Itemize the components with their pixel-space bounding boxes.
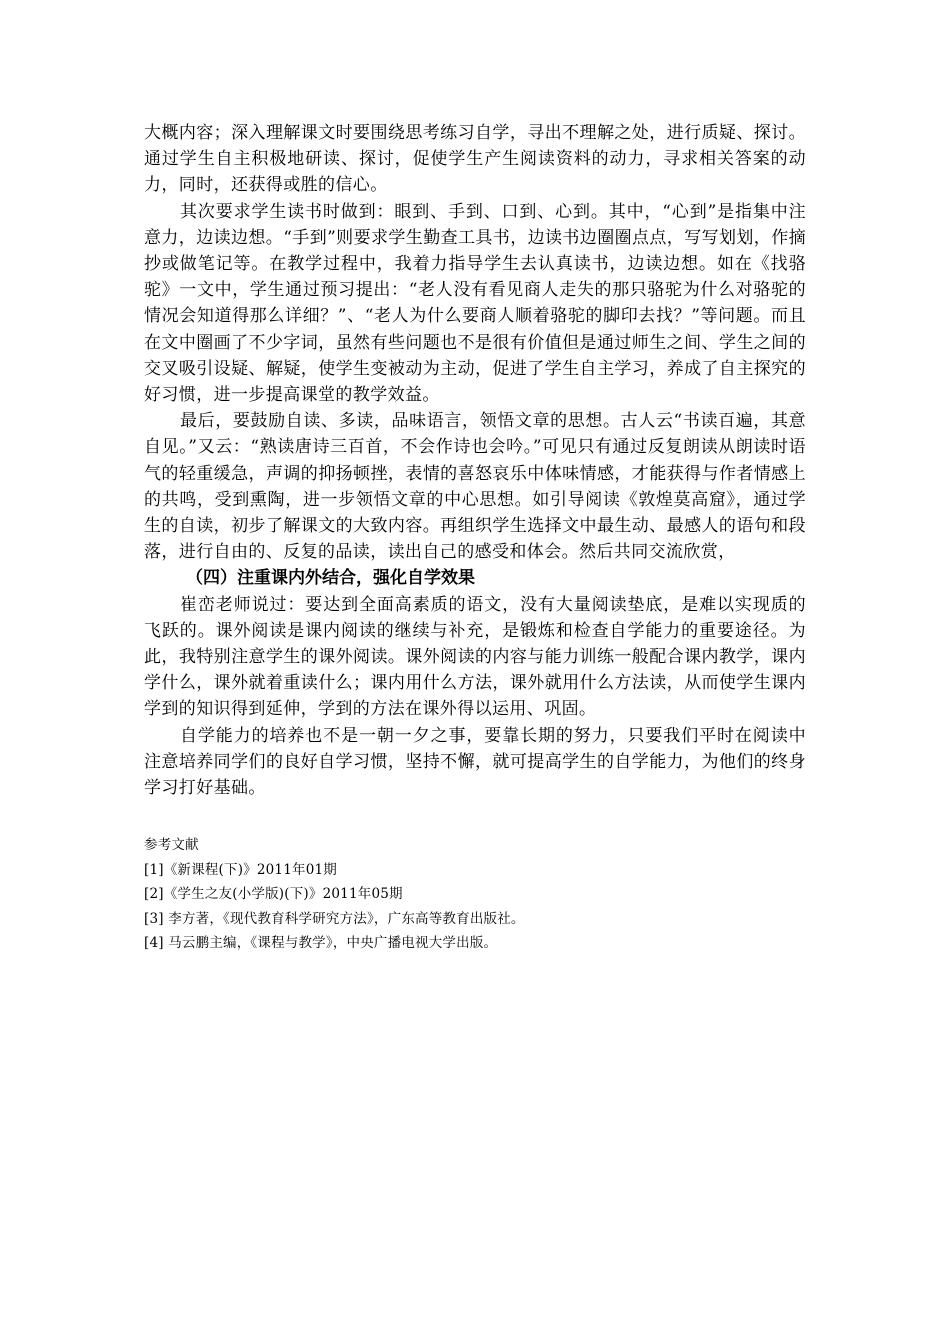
- document-page: [144, 120, 806, 956]
- section-heading: （四）注重课内外结合，强化自学效果: [186, 568, 475, 589]
- reference-item: [2]《学生之友(小学版)(下)》2011年05期: [144, 886, 403, 903]
- references-title: 参考文献: [144, 837, 199, 854]
- reference-item: [1]《新课程(下)》2011年01期: [144, 861, 337, 878]
- paragraph-conclusion: 自学能力的培养也不是一朝一夕之事，要靠长期的努力，只要我们平时在阅读中注意培养同学们的良好自学习惯，坚持不懈，就可提高学生的自学能力，为他们的终身学习打好基础。: [144, 725, 806, 799]
- paragraph-encourage-reading: 最后，要鼓励自读、多读，品味语言，领悟文章的思想。古人云“书读百遍，其意自见。”又云：“熟读唐诗三百首，不会作诗也会吟。”可见只有通过反复朗读从朗读时语气的轻重缓急，声调的抑扬顿挫，表情的喜怒哀乐中体味情感，才能获得与作者情感上的共鸣，受到熏陶，进一步领悟文章的中心思想。如引导阅读《敦煌莫高窟》，通过学生的自读，初步了解课文的大致内容。再组织学生选择文中最生动、最感人的语句和段落，进行自由的、反复的品读，读出自己的感受和体会。然后共同交流欣赏，: [144, 411, 806, 563]
- reference-item: [4] 马云鹏主编，《课程与教学》，中央广播电视大学出版。: [144, 935, 498, 952]
- paragraph-extracurricular-reading: 崔峦老师说过：要达到全面高素质的语文，没有大量阅读垫底，是难以实现质的飞跃的。课外阅读是课内阅读的继续与补充，是锻炼和检查自学能力的重要途径。为此，我特别注意学生的课外阅读。课外阅读的内容与能力训练一般配合课内教学，课内学什么，课外就着重读什么；课内用什么方法，课外就用什么方法读，从而使学生课内学到的知识得到延伸，学到的方法在课外得以运用、巩固。: [144, 594, 806, 720]
- paragraph-continuation: 大概内容；深入理解课文时要围绕思考练习自学，寻出不理解之处，进行质疑、探讨。通过学生自主积极地研读、探讨，促使学生产生阅读资料的动力，寻求相关答案的动力，同时，还获得或胜的信心。: [144, 123, 806, 196]
- reference-item: [3] 李方著，《现代教育科学研究方法》，广东高等教育出版社。: [144, 910, 525, 927]
- references-section: [144, 833, 806, 956]
- paragraph-reading-methods: 其次要求学生读书时做到：眼到、手到、口到、心到。其中，“心到”是指集中注意力，边读边想。“手到”则要求学生勤查工具书，边读书边圈圈点点，写写划划，作摘抄或做笔记等。在教学过程中，我着力指导学生去认真读书，边读边想。如在《找骆驼》一文中，学生通过预习提出：“老人没有看见商人走失的那只骆驼为什么对骆驼的情况会知道得那么详细？”、“老人为什么要商人顺着骆驼的脚印去找？”等问题。而且在文中圈画了不少字词，虽然有些问题也不是很有价值但是通过师生之间、学生之间的交叉吸引设疑、解疑，使学生变被动为主动，促进了学生自主学习，养成了自主探究的好习惯，进一步提高课堂的教学效益。: [144, 201, 806, 406]
